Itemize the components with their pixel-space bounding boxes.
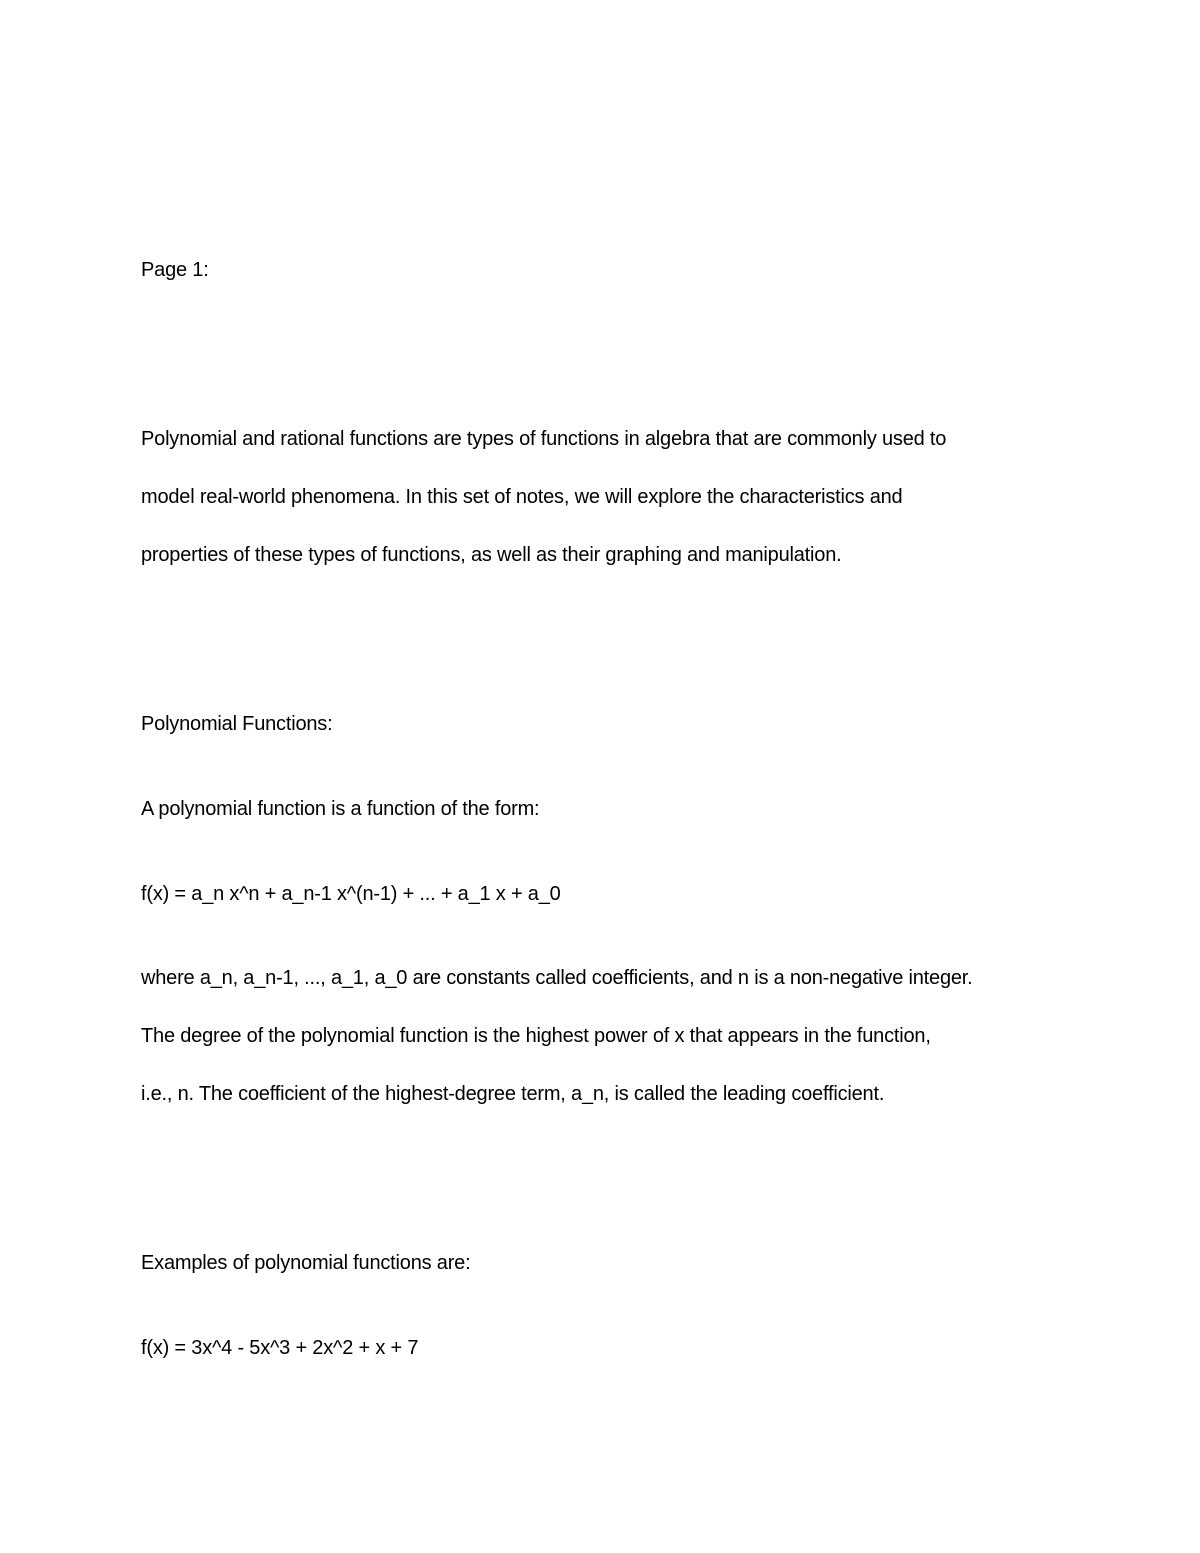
- polynomial-functions-heading: Polynomial Functions:: [141, 713, 333, 735]
- definition-intro: A polynomial function is a function of the form:: [141, 798, 540, 820]
- intro-line-3: properties of these types of functions, as well as their graphing and manipulation.: [141, 544, 842, 566]
- intro-line-1: Polynomial and rational functions are types of functions in algebra that are commonly used to: [141, 428, 947, 450]
- where-line-2: The degree of the polynomial function is the highest power of x that appears in the function,: [141, 1025, 931, 1047]
- example-formula: f(x) = 3x^4 - 5x^3 + 2x^2 + x + 7: [141, 1337, 419, 1359]
- page-label: Page 1:: [141, 259, 209, 281]
- where-line-1: where a_n, a_n-1, ..., a_1, a_0 are constants called coefficients, and n is a non-negative integer.: [141, 967, 973, 989]
- intro-line-2: model real-world phenomena. In this set of notes, we will explore the characteristics and: [141, 486, 903, 508]
- examples-heading: Examples of polynomial functions are:: [141, 1252, 471, 1274]
- where-line-3: i.e., n. The coefficient of the highest-degree term, a_n, is called the leading coefficient.: [141, 1083, 885, 1105]
- definition-formula: f(x) = a_n x^n + a_n-1 x^(n-1) + ... + a_1 x + a_0: [141, 883, 561, 905]
